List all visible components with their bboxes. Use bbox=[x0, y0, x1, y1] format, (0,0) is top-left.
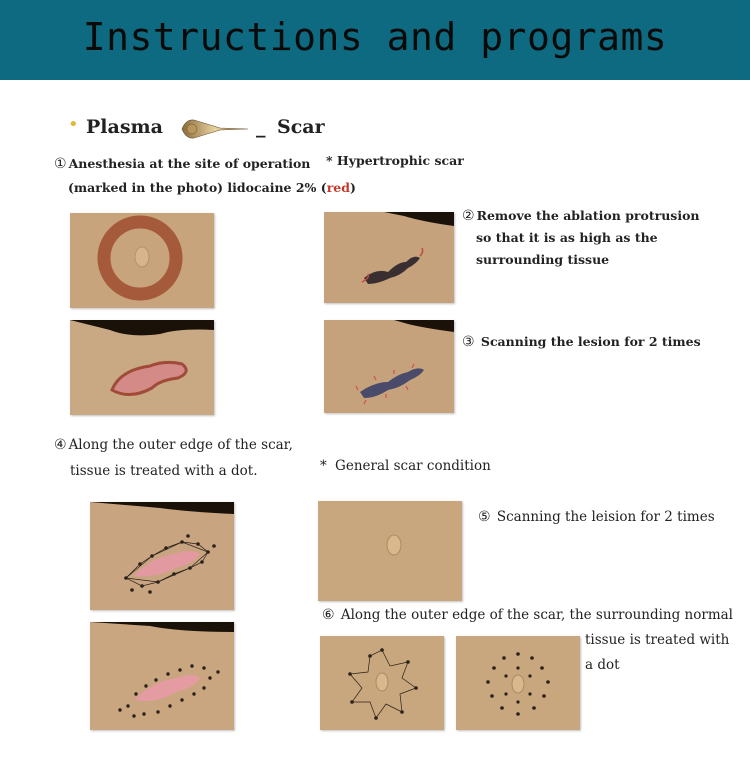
step1-line1-text: Anesthesia at the site of operation bbox=[68, 156, 311, 171]
step4-line1-text: Along the outer edge of the scar, bbox=[68, 437, 293, 453]
step2-line2: so that it is as high as the bbox=[476, 230, 658, 245]
step3-number: ③ bbox=[462, 334, 475, 350]
photo-dot-pattern-1 bbox=[90, 502, 234, 610]
step6-number: ⑥ bbox=[322, 607, 335, 623]
photo-star-pattern bbox=[320, 636, 444, 730]
step4-number: ④ bbox=[54, 437, 67, 453]
step1-red-word: red bbox=[326, 180, 350, 195]
step4-line1 bbox=[54, 434, 293, 456]
step6-line1 bbox=[322, 604, 733, 626]
photo-dot-pattern-2 bbox=[90, 622, 234, 730]
step2-line1-text: Remove the ablation protrusion bbox=[476, 208, 700, 223]
heading-bullet: • bbox=[68, 114, 79, 135]
hypertrophic-marker: * bbox=[326, 153, 333, 168]
photo-ablation-removal bbox=[324, 212, 454, 303]
step1-line2-suffix: ) bbox=[349, 180, 356, 195]
step2-line1 bbox=[462, 205, 700, 227]
step1-line2 bbox=[54, 176, 356, 199]
step4-line2: tissue is treated with a dot. bbox=[70, 463, 258, 479]
step6-line2: tissue is treated with bbox=[585, 632, 730, 648]
general-label bbox=[320, 455, 491, 477]
photo-outlined-scar bbox=[70, 320, 214, 415]
step5-line: Scanning the leision for 2 times bbox=[496, 509, 715, 525]
step2-text bbox=[462, 205, 700, 271]
step1-line1 bbox=[54, 152, 356, 176]
general-marker: * bbox=[320, 458, 327, 474]
photo-anesthesia-site bbox=[70, 213, 214, 308]
step1-line2-prefix: (marked in the photo) lidocaine 2% ( bbox=[68, 180, 327, 195]
device-label: Plasma bbox=[86, 116, 163, 138]
hypertrophic-label bbox=[326, 150, 464, 172]
step6-line3: a dot bbox=[585, 657, 620, 673]
step2-line3: surrounding tissue bbox=[476, 252, 610, 267]
photo-general-scar bbox=[318, 501, 462, 601]
step1-text bbox=[54, 152, 356, 199]
plasma-probe-icon bbox=[180, 116, 250, 142]
photo-dot-ring bbox=[456, 636, 580, 730]
page-title: Instructions and programs bbox=[82, 15, 668, 59]
step1-number: ① bbox=[54, 156, 67, 172]
heading-separator: _ bbox=[256, 116, 266, 138]
step5-text bbox=[478, 506, 715, 528]
photo-lesion-scan bbox=[324, 320, 454, 413]
step4-text bbox=[54, 434, 293, 482]
step3-text bbox=[462, 330, 701, 354]
step2-number: ② bbox=[462, 208, 475, 224]
step5-number: ⑤ bbox=[478, 509, 491, 525]
general-text: General scar condition bbox=[335, 458, 491, 474]
step6-line1-text: Along the outer edge of the scar, the surrounding normal bbox=[340, 607, 733, 623]
topic-label: Scar bbox=[277, 116, 325, 138]
step3-line: Scanning the lesion for 2 times bbox=[480, 334, 701, 349]
hypertrophic-text: Hypertrophic scar bbox=[336, 153, 464, 168]
